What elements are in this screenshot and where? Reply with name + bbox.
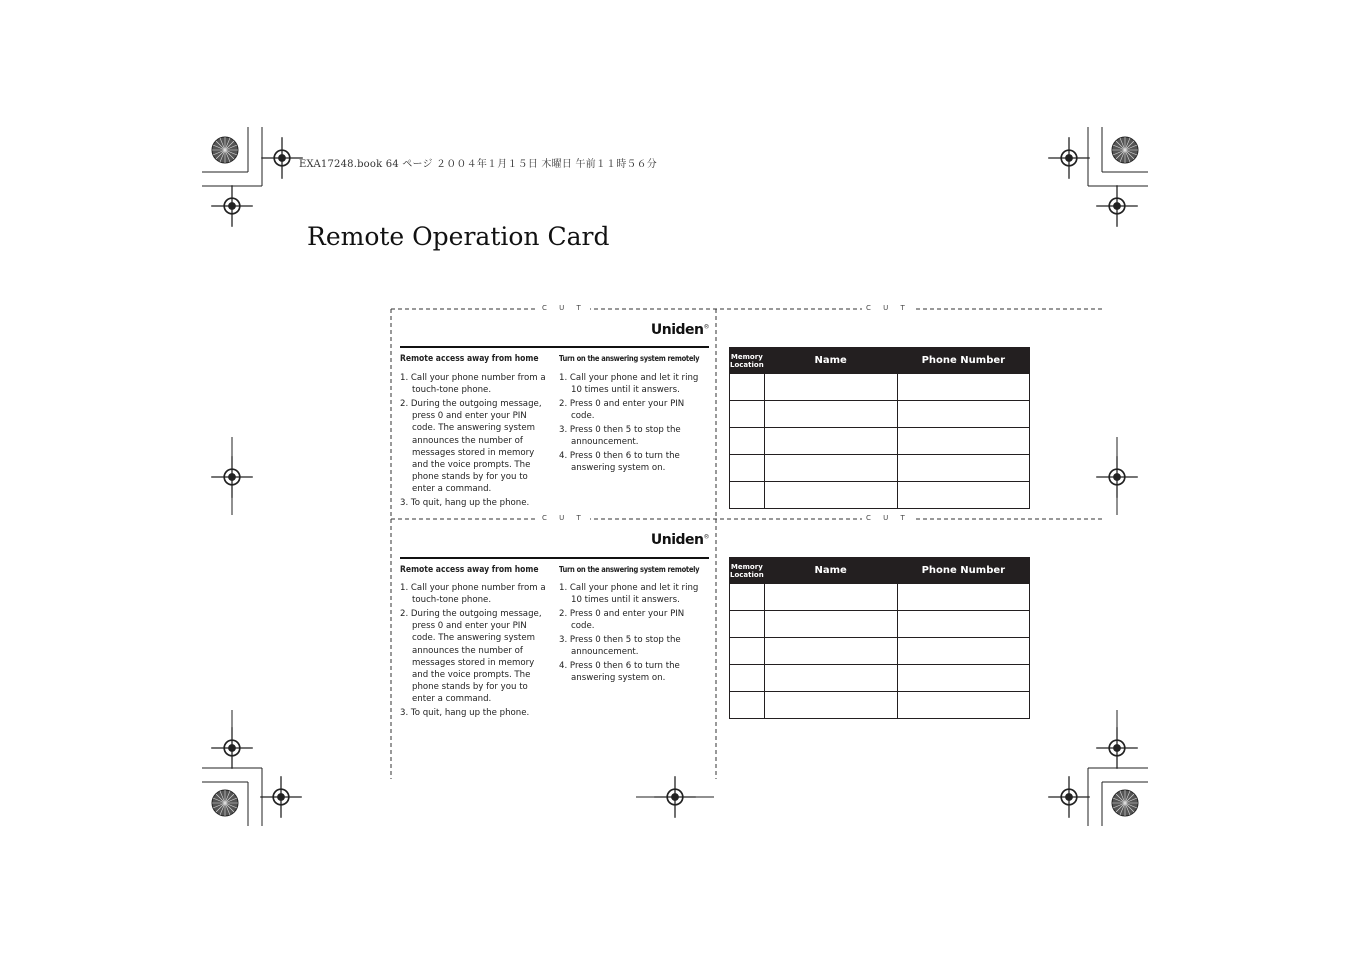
list-item: 2. Press 0 and enter your PIN code. bbox=[559, 608, 685, 632]
instruction-card-2 bbox=[400, 531, 709, 726]
list-item: 4. Press 0 then 6 to turn the answering system on. bbox=[559, 450, 680, 473]
memory-table-2 bbox=[729, 557, 1030, 719]
list-item: 3. To quit, hang up the phone. bbox=[400, 498, 530, 509]
table-row bbox=[730, 692, 1030, 719]
table-row bbox=[730, 455, 1030, 482]
table-row bbox=[730, 611, 1030, 638]
list-item: 3. Press 0 then 5 to stop the announcement. bbox=[559, 634, 681, 658]
right-column-heading: Turn on the answering system remotely bbox=[559, 354, 700, 363]
card-rule bbox=[400, 557, 709, 559]
memory-location-header: Memory Location bbox=[730, 348, 765, 374]
memory-location-header: Memory Location bbox=[730, 558, 765, 584]
list-item: 3. Press 0 then 5 to stop the announcement. bbox=[559, 424, 681, 448]
left-steps-list bbox=[400, 582, 550, 721]
table-row bbox=[730, 428, 1030, 455]
list-item: 2. During the outgoing message, press 0 and enter your PIN code. The answering system announces the number of messages stored in memory and the voice prompts. The phone stands by for you to enter a command. bbox=[400, 608, 542, 705]
brand-logo: Uniden® bbox=[650, 322, 709, 338]
instruction-card-1 bbox=[400, 320, 709, 515]
name-header: Name bbox=[764, 558, 897, 584]
list-item: 1. Call your phone and let it ring 10 times until it answers. bbox=[559, 583, 699, 606]
table-row bbox=[730, 638, 1030, 665]
table-row bbox=[730, 482, 1030, 509]
card-rule bbox=[400, 346, 709, 348]
table-row bbox=[730, 374, 1030, 401]
cut-label: C U T bbox=[862, 514, 914, 522]
registration-star-top-right bbox=[1112, 137, 1138, 163]
list-item: 3. To quit, hang up the phone. bbox=[400, 708, 530, 719]
list-item: 4. Press 0 then 6 to turn the answering system on. bbox=[559, 660, 680, 683]
phone-number-header: Phone Number bbox=[897, 558, 1029, 584]
registration-star-bottom-left bbox=[212, 790, 238, 816]
table-row bbox=[730, 584, 1030, 611]
right-steps-list bbox=[559, 582, 709, 686]
list-item: 1. Call your phone number from a touch-tone phone. bbox=[400, 583, 546, 606]
cut-label: C U T bbox=[862, 304, 914, 312]
list-item: 1. Call your phone number from a touch-tone phone. bbox=[400, 373, 546, 396]
registration-star-top-left bbox=[212, 137, 238, 163]
right-column-heading: Turn on the answering system remotely bbox=[559, 565, 700, 574]
list-item: 1. Call your phone and let it ring 10 times until it answers. bbox=[559, 373, 699, 396]
file-header: EXA17248.book 64 ページ ２００４年１月１５日 木曜日 午前１１時５６分 bbox=[299, 159, 657, 170]
right-steps-list bbox=[559, 372, 709, 476]
list-item: 2. During the outgoing message, press 0 and enter your PIN code. The answering system announces the number of messages stored in memory and the voice prompts. The phone stands by for you to enter a command. bbox=[400, 398, 542, 495]
left-column-heading: Remote access away from home bbox=[400, 565, 539, 575]
table-row bbox=[730, 665, 1030, 692]
list-item: 2. Press 0 and enter your PIN code. bbox=[559, 398, 685, 422]
cut-label: C U T bbox=[538, 514, 590, 522]
brand-logo: Uniden® bbox=[650, 532, 709, 548]
registration-star-bottom-right bbox=[1112, 790, 1138, 816]
left-column-heading: Remote access away from home bbox=[400, 354, 539, 364]
table-row bbox=[730, 401, 1030, 428]
cut-label: C U T bbox=[538, 304, 590, 312]
left-steps-list bbox=[400, 372, 550, 511]
phone-number-header: Phone Number bbox=[897, 348, 1029, 374]
memory-table-1 bbox=[729, 347, 1030, 509]
name-header: Name bbox=[764, 348, 897, 374]
page-title: Remote Operation Card bbox=[307, 222, 610, 251]
